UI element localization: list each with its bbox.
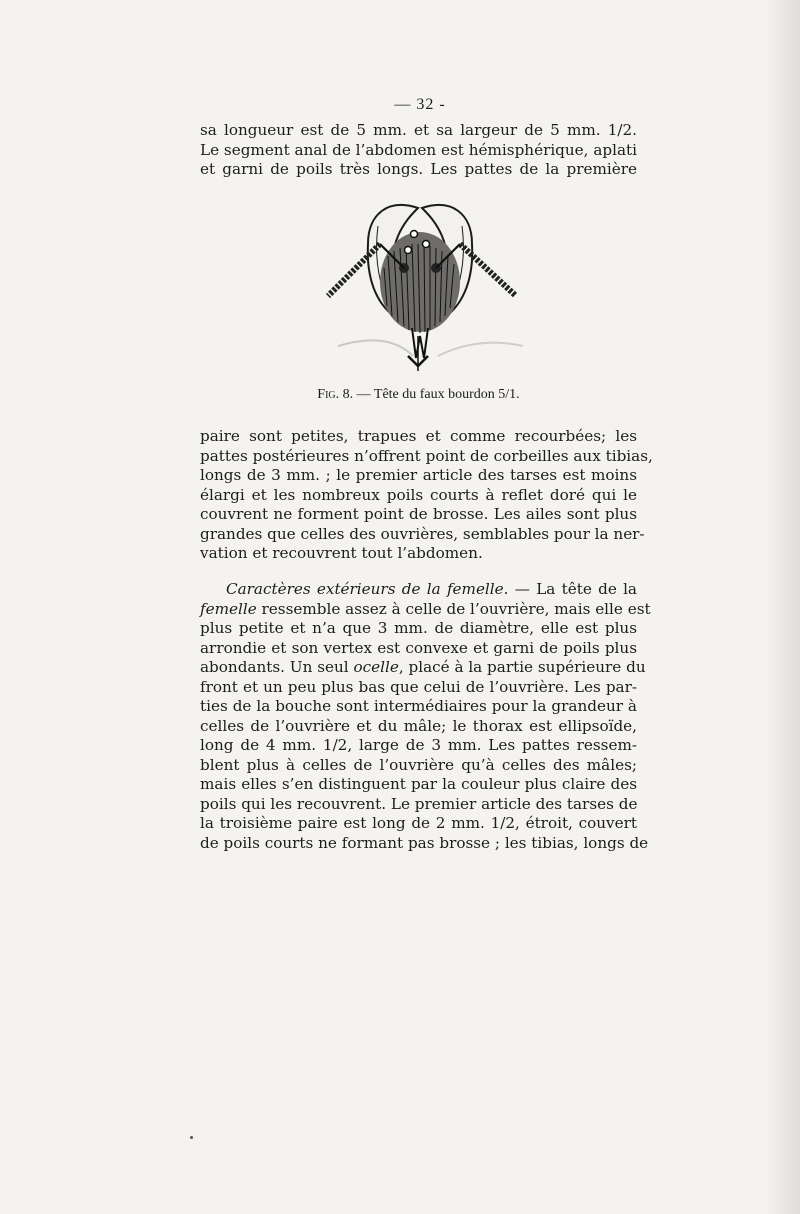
text-line: grandes que celles des ouvrières, semblables pour la ner- <box>200 524 645 543</box>
paragraph-1 <box>200 121 637 180</box>
text-line: ties de la bouche sont intermédiaires pour la grandeur à <box>200 697 637 715</box>
text-fragment: La tête de la <box>536 580 637 598</box>
page-edge-shadow <box>766 0 800 1214</box>
text-line: blent plus à celles de l’ouvrière qu’à celles des mâles; <box>200 755 637 774</box>
figure-caption-text: — Tête du faux bourdon 5/1. <box>356 387 520 402</box>
page-number: — 32 - <box>394 96 446 113</box>
text-line: sa longueur est de 5 mm. et sa largeur de 5 mm. 1/2. <box>200 121 637 139</box>
text-line: couvrent ne forment point de brosse. Les ailes sont plus <box>200 505 637 523</box>
text-line: plus petite et n’a que 3 mm. de diamètre, elle est plus <box>200 619 637 637</box>
text-line: Le segment anal de l’abdomen est hémisphérique, aplati <box>200 140 637 159</box>
text-fragment: ressemble assez à celle de l’ouvrière, mais elle est <box>256 599 651 618</box>
text-line: et garni de poils très longs. Les pattes de la première <box>200 160 637 178</box>
italic-term: femelle <box>200 599 257 618</box>
text-fragment: , placé à la partie supérieure du <box>398 658 646 676</box>
italic-term: ocelle <box>353 658 399 676</box>
text-line: front et un peu plus bas que celui de l’ouvrière. Les par- <box>200 677 637 696</box>
text-line <box>200 599 651 620</box>
text-fragment: abondants. Un seul <box>200 658 354 676</box>
text-line: paire sont petites, trapues et comme recourbées; les <box>200 427 637 445</box>
text-line: poils qui les recouvrent. Le premier article des tarses de <box>200 794 638 813</box>
section-heading-line <box>200 580 637 600</box>
paragraph-3 <box>200 580 651 853</box>
text-line: de poils courts ne formant pas brosse ; les tibias, longs de <box>200 833 649 852</box>
text-line: vation et recouvrent tout l’abdomen. <box>200 544 483 562</box>
figure-caption <box>200 387 637 403</box>
text-line: élargi et les nombreux poils courts à reflet doré qui le <box>200 485 637 504</box>
heading-dash: — <box>508 580 537 598</box>
text-line: long de 4 mm. 1/2, large de 3 mm. Les pattes ressem- <box>200 736 637 754</box>
text-line: longs de 3 mm. ; le premier article des tarses est moins <box>200 466 637 484</box>
section-heading: Caractères extérieurs de la femelle. <box>226 580 509 598</box>
bee-head-illustration-icon <box>318 196 528 374</box>
text-line <box>200 658 646 678</box>
figure-label: Fig. 8. <box>317 387 354 402</box>
text-line: arrondie et son vertex est convexe et garni de poils plus <box>200 638 637 657</box>
text-line: la troisième paire est long de 2 mm. 1/2, étroit, couvert <box>200 814 637 832</box>
print-speck <box>190 1136 193 1139</box>
text-line: pattes postérieures n’offrent point de corbeilles aux tibias, <box>200 446 653 465</box>
paragraph-2 <box>200 427 653 564</box>
text-line: celles de l’ouvrière et du mâle; le thorax est ellipsoïde, <box>200 716 637 735</box>
text-line: mais elles s’en distinguent par la couleur plus claire des <box>200 775 637 793</box>
